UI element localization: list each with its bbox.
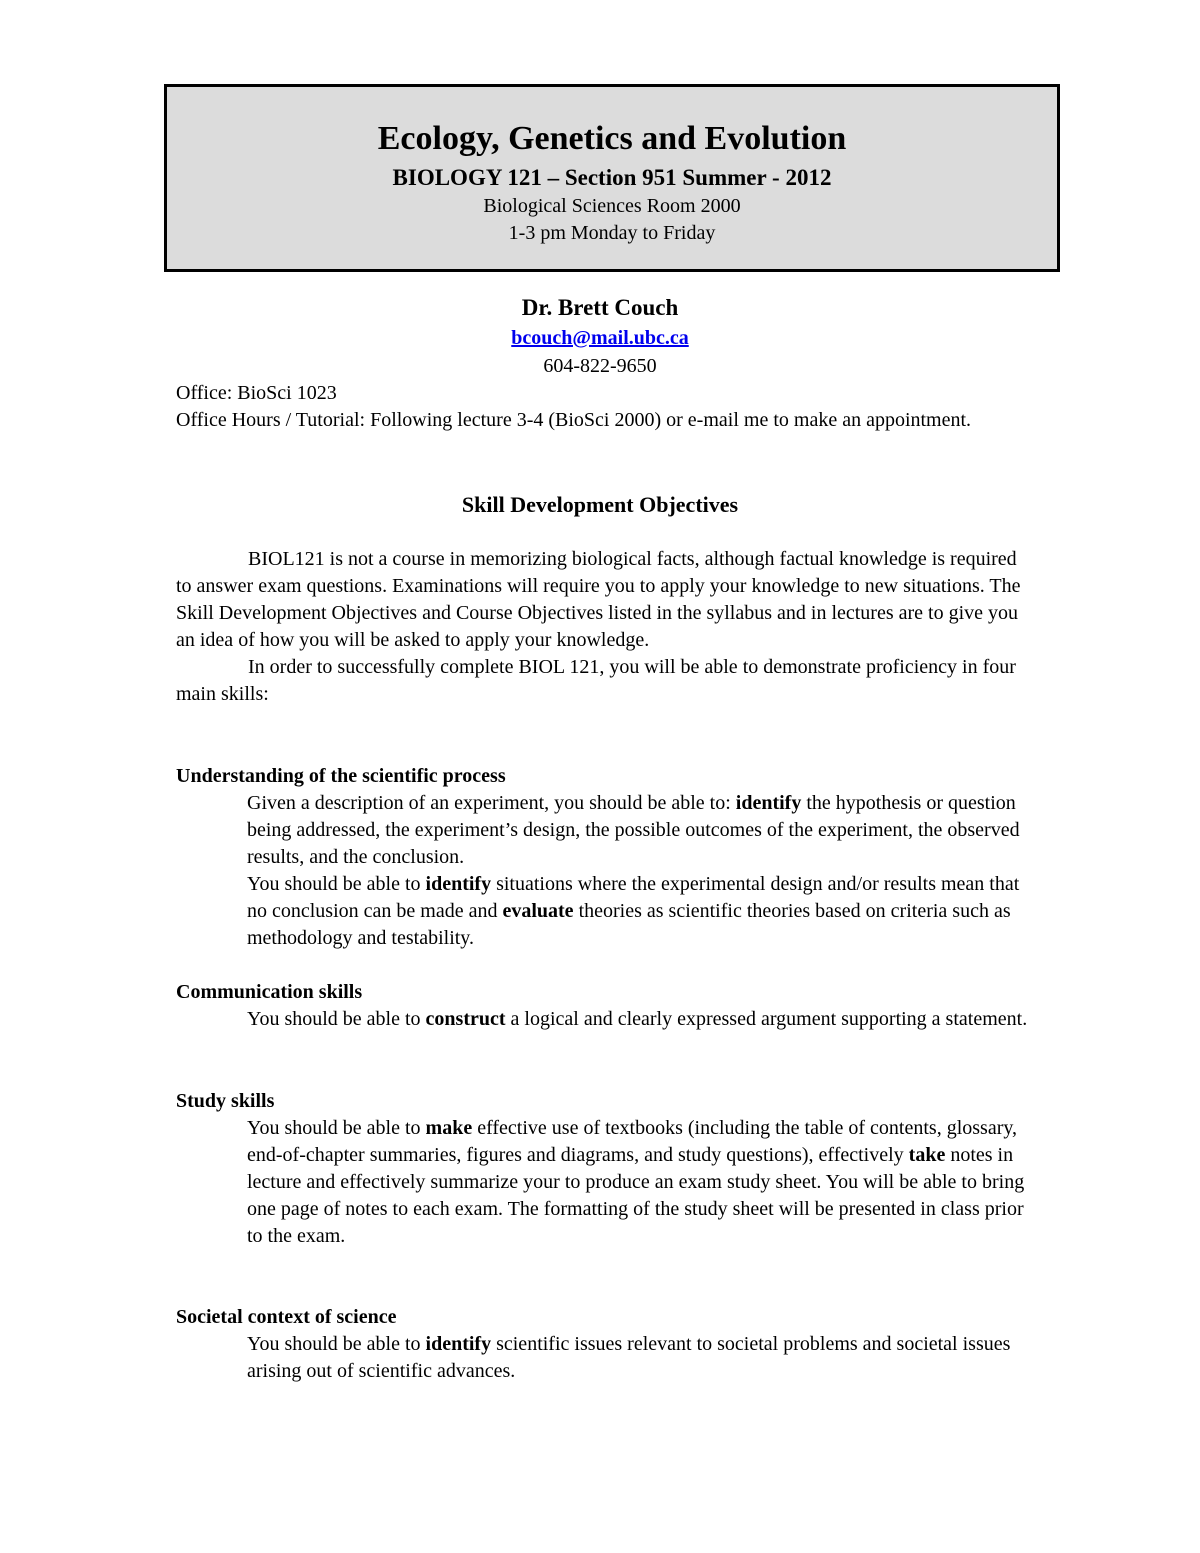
course-schedule: 1-3 pm Monday to Friday <box>508 222 716 244</box>
skill-description: Given a description of an experiment, you should be able to: identify the hypothesis or question being addressed, the experiment’s design, the possible outcomes of the experiment, the observed results, and the conclusion. <box>247 792 1020 868</box>
skill-study <box>176 1088 1036 1250</box>
skill-heading: Understanding of the scientific process <box>176 765 506 787</box>
skill-description: You should be able to make effective use of textbooks (including the table of contents, glossary, end-of-chapter summaries, figures and diagrams, and study questions), effectively take notes in lecture and effectively summarize your to produce an exam study sheet. You will be able to bring one page of notes to each exam. The formatting of the study sheet will be presented in class prior to the exam. <box>247 1117 1025 1247</box>
skill-scientific-process <box>176 763 1036 952</box>
instructor-phone: 604-822-9650 <box>543 355 657 377</box>
skill-description: You should be able to identify scientific issues relevant to societal problems and societal issues arising out of scientific advances. <box>247 1333 1011 1382</box>
objectives-intro <box>176 546 1036 708</box>
skill-societal-context <box>176 1304 1036 1385</box>
course-location: Biological Sciences Room 2000 <box>483 195 741 217</box>
skill-description: You should be able to construct a logical and clearly expressed argument supporting a statement. <box>247 1008 1028 1030</box>
instructor-email-link[interactable]: bcouch@mail.ubc.ca <box>511 327 689 349</box>
objectives-paragraph-1: BIOL121 is not a course in memorizing biological facts, although factual knowledge is required to answer exam questions. Examinations will require you to apply your knowledge to new situations. The Skill Development Objectives and Course Objectives listed in the syllabus and in lectures are to give you an idea of how you will be asked to apply your knowledge. <box>176 548 1021 651</box>
office-info <box>176 380 1036 434</box>
office-location: Office: BioSci 1023 <box>176 382 337 404</box>
objectives-paragraph-2: In order to successfully complete BIOL 121, you will be able to demonstrate proficiency in four main skills: <box>176 656 1016 705</box>
skill-description: You should be able to identify situations where the experimental design and/or results mean that no conclusion can be made and evaluate theories as scientific theories based on criteria such as methodology and testability. <box>247 873 1020 949</box>
instructor-name: Dr. Brett Couch <box>521 295 679 320</box>
course-code: BIOLOGY 121 – Section 951 Summer - 2012 <box>392 165 832 190</box>
office-hours: Office Hours / Tutorial: Following lecture 3-4 (BioSci 2000) or e-mail me to make an appointment. <box>176 409 972 431</box>
skill-heading: Communication skills <box>176 981 363 1003</box>
skill-heading: Study skills <box>176 1090 275 1112</box>
instructor-block <box>0 292 1200 380</box>
course-title-box <box>164 84 1060 272</box>
skill-heading: Societal context of science <box>176 1306 397 1328</box>
objectives-heading: Skill Development Objectives <box>461 492 739 517</box>
skill-communication <box>176 979 1036 1033</box>
course-title: Ecology, Genetics and Evolution <box>377 120 847 157</box>
